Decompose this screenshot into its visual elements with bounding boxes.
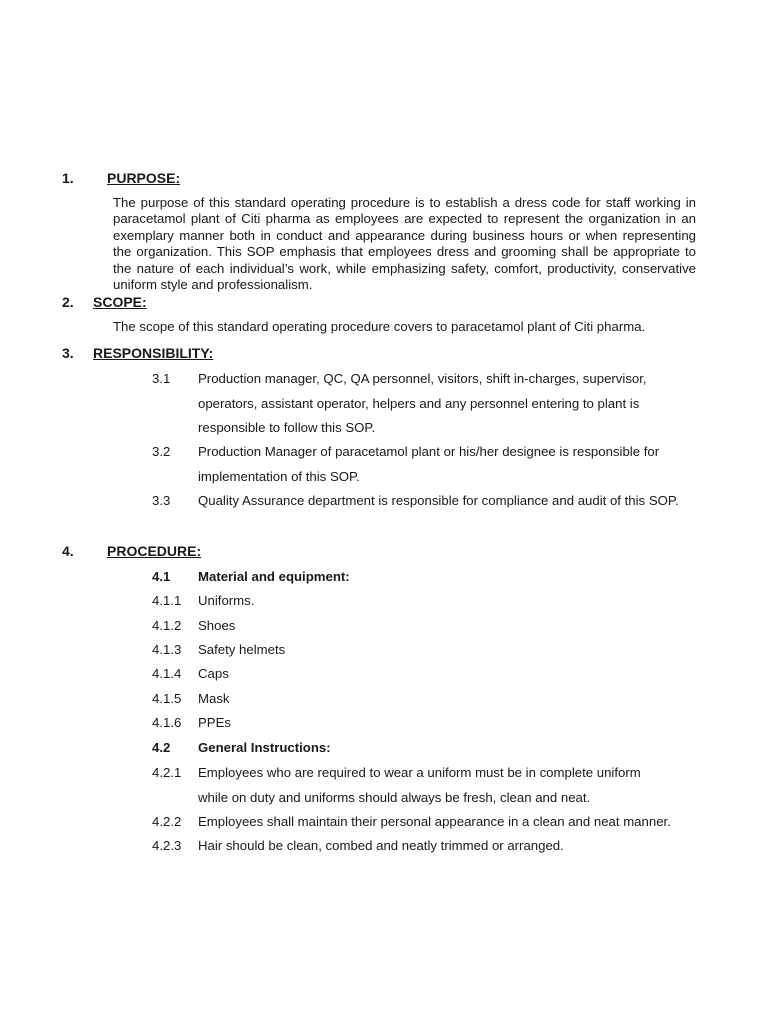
section-title: PURPOSE: bbox=[107, 170, 181, 186]
item-number: 4.2.3 bbox=[152, 838, 182, 853]
section-number: 1. bbox=[62, 170, 74, 186]
scope-paragraph: The scope of this standard operating procedure covers to paracetamol plant of Citi pharma. bbox=[113, 319, 646, 334]
section-number: 4. bbox=[62, 543, 74, 559]
item-number: 4.2.1 bbox=[152, 765, 182, 780]
item-text: PPEs bbox=[198, 715, 231, 730]
item-text: Employees who are required to wear a uniform must be in complete uniform while on duty and uniforms should always be fresh, clean and neat. bbox=[198, 765, 641, 805]
item-number: 4.1.6 bbox=[152, 715, 182, 730]
item-text: Caps bbox=[198, 666, 229, 681]
item-number: 4.1.2 bbox=[152, 618, 182, 633]
purpose-paragraph: The purpose of this standard operating procedure is to establish a dress code for staff working in paracetamol plant of Citi pharma as employees are expected to represent the organization in an exemplary manner both in conduct and appearance during business hours or when representing the organization. This SOP emphasis that employees dress and grooming shall be appropriate to the nature of each individual’s work, while emphasizing safety, comfort, productivity, conservative uniform style and professionalism. bbox=[113, 195, 696, 293]
item-text: Production Manager of paracetamol plant or his/her designee is responsible for implementation of this SOP. bbox=[198, 444, 660, 484]
item-text: Safety helmets bbox=[198, 642, 286, 657]
item-number: 4.1.4 bbox=[152, 666, 182, 681]
item-text: Uniforms. bbox=[198, 593, 255, 608]
item-number: 3.1 bbox=[152, 371, 171, 386]
item-number: 4.1.3 bbox=[152, 642, 182, 657]
item-number: 4.2 bbox=[152, 740, 171, 755]
section-number: 3. bbox=[62, 345, 74, 361]
section-title: SCOPE: bbox=[93, 294, 147, 310]
section-title: RESPONSIBILITY: bbox=[93, 345, 214, 361]
item-text: Mask bbox=[198, 691, 230, 706]
item-number: 3.2 bbox=[152, 444, 171, 459]
item-text: Hair should be clean, combed and neatly trimmed or arranged. bbox=[198, 838, 564, 853]
item-text: Employees shall maintain their personal appearance in a clean and neat manner. bbox=[198, 814, 671, 829]
item-text: Shoes bbox=[198, 618, 236, 633]
section-title: PROCEDURE: bbox=[107, 543, 202, 559]
item-number: 3.3 bbox=[152, 493, 171, 508]
item-number: 4.1 bbox=[152, 569, 171, 584]
item-number: 4.1.5 bbox=[152, 691, 182, 706]
item-text: Production manager, QC, QA personnel, visitors, shift in-charges, supervisor, operators, assistant operator, helpers and any personnel entering to plant is responsible to follow this SOP. bbox=[198, 371, 647, 436]
item-text: Material and equipment: bbox=[198, 569, 350, 584]
item-text: Quality Assurance department is responsible for compliance and audit of this SOP. bbox=[198, 493, 679, 508]
item-number: 4.1.1 bbox=[152, 593, 182, 608]
item-number: 4.2.2 bbox=[152, 814, 182, 829]
section-number: 2. bbox=[62, 294, 74, 310]
item-text: General Instructions: bbox=[198, 740, 331, 755]
